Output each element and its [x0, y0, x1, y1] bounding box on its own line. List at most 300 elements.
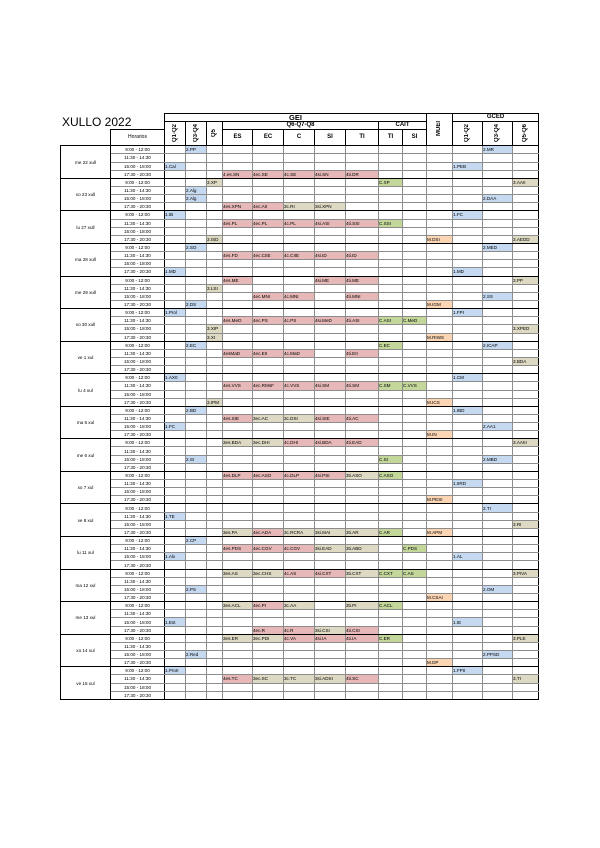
empty-cell: [284, 186, 315, 194]
empty-cell: [186, 203, 207, 211]
empty-cell: [453, 349, 483, 357]
exam-entry: 3ti.AR: [346, 528, 379, 536]
exam-entry: 4si.ID: [315, 252, 346, 260]
corner-blank: [61, 122, 165, 130]
empty-cell: [315, 300, 346, 308]
empty-cell: [253, 276, 284, 284]
exam-entry: 4ti.IA: [346, 634, 379, 642]
empty-cell: [403, 203, 427, 211]
exam-entry: 3ec.CHS: [253, 569, 284, 577]
exam-schedule-table: [60, 113, 539, 700]
empty-cell: [427, 585, 453, 593]
empty-cell: [165, 528, 186, 536]
empty-cell: [207, 227, 223, 235]
empty-cell: [186, 317, 207, 325]
empty-cell: [379, 309, 403, 317]
empty-cell: [403, 162, 427, 170]
empty-cell: [315, 602, 346, 610]
empty-cell: [427, 227, 453, 235]
empty-cell: [513, 504, 539, 512]
time-slot: 17:30 - 20:30: [111, 203, 165, 211]
exam-entry: 4ti.AC: [346, 414, 379, 422]
time-slot: 11:30 - 14:30: [111, 349, 165, 357]
empty-cell: [186, 504, 207, 512]
col-ti: TI: [346, 130, 379, 146]
empty-cell: [223, 512, 253, 520]
empty-cell: [207, 651, 223, 659]
time-slot: 17:30 - 20:30: [111, 170, 165, 178]
empty-cell: [403, 594, 427, 602]
empty-cell: [253, 447, 284, 455]
exam-entry: 3.XPED: [513, 325, 539, 333]
empty-cell: [379, 146, 403, 154]
empty-cell: [253, 366, 284, 374]
empty-cell: [379, 186, 403, 194]
empty-cell: [207, 634, 223, 642]
exam-entry: 4ec.PL: [253, 219, 284, 227]
empty-cell: [346, 447, 379, 455]
empty-cell: [165, 349, 186, 357]
exam-entry: 1.IIRD: [453, 480, 483, 488]
empty-cell: [453, 341, 483, 349]
empty-cell: [513, 618, 539, 626]
exam-entry: 1.Alx: [165, 553, 186, 561]
empty-cell: [453, 537, 483, 545]
empty-cell: [284, 651, 315, 659]
empty-cell: [253, 227, 284, 235]
time-slot: 15:00 - 18:00: [111, 325, 165, 333]
empty-cell: [207, 447, 223, 455]
empty-cell: [207, 602, 223, 610]
empty-cell: [403, 390, 427, 398]
empty-cell: [284, 488, 315, 496]
empty-cell: [513, 651, 539, 659]
empty-cell: [207, 195, 223, 203]
empty-cell: [346, 480, 379, 488]
empty-cell: [403, 398, 427, 406]
empty-cell: [165, 406, 186, 414]
exam-entry: C.CXT: [379, 569, 403, 577]
empty-cell: [403, 537, 427, 545]
empty-cell: [346, 357, 379, 365]
empty-cell: [207, 276, 223, 284]
exam-entry: 2.SO: [186, 243, 207, 251]
exam-entry: 2.MED: [483, 243, 513, 251]
empty-cell: [223, 447, 253, 455]
exam-entry: 4si.PSI: [315, 471, 346, 479]
empty-cell: [346, 195, 379, 203]
empty-cell: [483, 480, 513, 488]
empty-cell: [315, 154, 346, 162]
empty-cell: [513, 496, 539, 504]
empty-cell: [346, 178, 379, 186]
empty-cell: [253, 651, 284, 659]
empty-cell: [223, 504, 253, 512]
empty-cell: [223, 260, 253, 268]
empty-cell: [223, 178, 253, 186]
empty-cell: [165, 219, 186, 227]
empty-cell: [379, 170, 403, 178]
empty-cell: [403, 170, 427, 178]
time-slot: 15:00 - 18:00: [111, 488, 165, 496]
empty-cell: [315, 610, 346, 618]
empty-cell: [315, 309, 346, 317]
empty-cell: [483, 683, 513, 691]
exam-entry: 3ec.AC: [253, 414, 284, 422]
empty-cell: [379, 667, 403, 675]
empty-cell: [453, 577, 483, 585]
exam-entry: 3ti.ABD: [346, 545, 379, 553]
empty-cell: [513, 488, 539, 496]
time-slot: 9:00 - 12:00: [111, 471, 165, 479]
exam-entry: 1.Cal: [165, 162, 186, 170]
empty-cell: [483, 667, 513, 675]
empty-cell: [284, 406, 315, 414]
empty-cell: [403, 284, 427, 292]
exam-entry: 3c.AA: [284, 602, 315, 610]
empty-cell: [453, 561, 483, 569]
time-slot: 9:00 - 12:00: [111, 276, 165, 284]
exam-entry: 4si.ASI: [315, 219, 346, 227]
empty-cell: [207, 537, 223, 545]
empty-cell: [315, 659, 346, 667]
empty-cell: [253, 390, 284, 398]
exam-entry: 4es.TC: [223, 675, 253, 683]
time-slot: 17:30 - 20:30: [111, 431, 165, 439]
exam-entry: 4es.SIE: [223, 414, 253, 422]
empty-cell: [207, 561, 223, 569]
exam-entry: C.ER: [379, 634, 403, 642]
empty-cell: [165, 235, 186, 243]
empty-cell: [453, 569, 483, 577]
empty-cell: [483, 382, 513, 390]
empty-cell: [253, 300, 284, 308]
empty-cell: [403, 260, 427, 268]
empty-cell: [165, 300, 186, 308]
empty-cell: [513, 170, 539, 178]
empty-cell: [315, 585, 346, 593]
empty-cell: [453, 276, 483, 284]
empty-cell: [315, 512, 346, 520]
empty-cell: [186, 292, 207, 300]
exam-entry: 3.PIVA: [513, 569, 539, 577]
empty-cell: [253, 537, 284, 545]
empty-cell: [315, 642, 346, 650]
empty-cell: [513, 691, 539, 699]
empty-cell: [165, 276, 186, 284]
empty-cell: [186, 170, 207, 178]
empty-cell: [284, 268, 315, 276]
empty-cell: [427, 349, 453, 357]
col-si: SI: [315, 130, 346, 146]
empty-cell: [346, 162, 379, 170]
empty-cell: [186, 423, 207, 431]
col-gei-q1q2: Q1-Q2: [165, 122, 186, 146]
exam-entry: 4c.PS: [284, 317, 315, 325]
empty-cell: [165, 398, 186, 406]
empty-cell: [453, 243, 483, 251]
empty-cell: [253, 504, 284, 512]
day-label: me 29 xull: [61, 276, 111, 309]
empty-cell: [403, 561, 427, 569]
empty-cell: [284, 431, 315, 439]
empty-cell: [253, 374, 284, 382]
exam-entry: 3.XIP: [207, 325, 223, 333]
empty-cell: [186, 357, 207, 365]
empty-cell: [346, 463, 379, 471]
empty-cell: [315, 366, 346, 374]
empty-cell: [483, 374, 513, 382]
empty-cell: [186, 659, 207, 667]
empty-cell: [379, 357, 403, 365]
exam-entry: M.APM: [427, 528, 453, 536]
empty-cell: [483, 162, 513, 170]
empty-cell: [284, 512, 315, 520]
empty-cell: [513, 577, 539, 585]
empty-cell: [403, 374, 427, 382]
empty-cell: [253, 309, 284, 317]
empty-cell: [346, 268, 379, 276]
empty-cell: [513, 341, 539, 349]
empty-cell: [186, 390, 207, 398]
empty-cell: [165, 569, 186, 577]
empty-cell: [483, 561, 513, 569]
empty-cell: [253, 618, 284, 626]
empty-cell: [483, 594, 513, 602]
exam-entry: 4si.CXT: [315, 569, 346, 577]
exam-entry: C.SI: [379, 455, 403, 463]
empty-cell: [513, 414, 539, 422]
empty-cell: [253, 480, 284, 488]
empty-cell: [315, 480, 346, 488]
empty-cell: [207, 390, 223, 398]
empty-cell: [379, 683, 403, 691]
empty-cell: [284, 594, 315, 602]
empty-cell: [165, 626, 186, 634]
empty-cell: [207, 382, 223, 390]
empty-cell: [207, 211, 223, 219]
empty-cell: [483, 219, 513, 227]
empty-cell: [403, 618, 427, 626]
empty-cell: [453, 545, 483, 553]
exam-entry: 3es.BDA: [223, 439, 253, 447]
empty-cell: [186, 528, 207, 536]
col-gced-q1q2: Q1-Q2: [453, 122, 483, 146]
empty-cell: [346, 406, 379, 414]
empty-cell: [186, 227, 207, 235]
exam-entry: 2.SS: [483, 292, 513, 300]
empty-cell: [165, 243, 186, 251]
empty-cell: [315, 390, 346, 398]
empty-cell: [513, 463, 539, 471]
empty-cell: [207, 154, 223, 162]
empty-cell: [165, 504, 186, 512]
exam-entry: 4ec.PS: [253, 317, 284, 325]
empty-cell: [223, 292, 253, 300]
time-slot: 9:00 - 12:00: [111, 309, 165, 317]
empty-cell: [453, 626, 483, 634]
exam-entry: 3.AAII: [513, 178, 539, 186]
empty-cell: [186, 309, 207, 317]
empty-cell: [186, 235, 207, 243]
empty-cell: [453, 227, 483, 235]
empty-cell: [453, 651, 483, 659]
empty-cell: [483, 268, 513, 276]
exam-entry: 2.SI: [186, 455, 207, 463]
exam-entry: 3.TI: [513, 675, 539, 683]
empty-cell: [483, 634, 513, 642]
exam-entry: 2.PPSD: [483, 651, 513, 659]
empty-cell: [379, 374, 403, 382]
time-slot: 15:00 - 18:00: [111, 260, 165, 268]
exam-entry: 4si.SIE: [315, 414, 346, 422]
empty-cell: [453, 300, 483, 308]
time-slot: 11:30 - 14:30: [111, 512, 165, 520]
empty-cell: [315, 341, 346, 349]
exam-entry: 3si.ADSI: [315, 675, 346, 683]
empty-cell: [253, 553, 284, 561]
empty-cell: [513, 447, 539, 455]
empty-cell: [453, 504, 483, 512]
empty-cell: [207, 618, 223, 626]
empty-cell: [207, 423, 223, 431]
empty-cell: [513, 146, 539, 154]
time-slot: 17:30 - 20:30: [111, 333, 165, 341]
exam-entry: 2.MBD: [483, 455, 513, 463]
empty-cell: [427, 439, 453, 447]
empty-cell: [165, 366, 186, 374]
empty-cell: [207, 414, 223, 422]
exam-entry: 2.DS: [186, 300, 207, 308]
empty-cell: [379, 520, 403, 528]
exam-entry: 2.DAA: [483, 195, 513, 203]
empty-cell: [403, 504, 427, 512]
exam-entry: 2.MR: [483, 146, 513, 154]
col-es: ES: [223, 130, 253, 146]
empty-cell: [403, 675, 427, 683]
empty-cell: [207, 594, 223, 602]
empty-cell: [379, 594, 403, 602]
empty-cell: [427, 577, 453, 585]
empty-cell: [453, 585, 483, 593]
empty-cell: [483, 284, 513, 292]
empty-cell: [165, 675, 186, 683]
empty-cell: [207, 170, 223, 178]
empty-cell: [284, 423, 315, 431]
time-slot: 15:00 - 18:00: [111, 553, 165, 561]
empty-cell: [186, 691, 207, 699]
empty-cell: [207, 520, 223, 528]
empty-cell: [315, 211, 346, 219]
time-slot: 11:30 - 14:30: [111, 545, 165, 553]
empty-cell: [223, 651, 253, 659]
empty-cell: [165, 170, 186, 178]
empty-cell: [403, 553, 427, 561]
empty-cell: [513, 642, 539, 650]
empty-cell: [207, 455, 223, 463]
time-slot: 11:30 - 14:30: [111, 284, 165, 292]
empty-cell: [207, 252, 223, 260]
empty-cell: [223, 366, 253, 374]
empty-cell: [284, 683, 315, 691]
empty-cell: [186, 162, 207, 170]
empty-cell: [165, 659, 186, 667]
empty-cell: [403, 431, 427, 439]
exam-entry: 4c.MaD: [284, 349, 315, 357]
empty-cell: [483, 260, 513, 268]
empty-cell: [513, 553, 539, 561]
exam-entry: 3.XI: [207, 333, 223, 341]
empty-cell: [207, 577, 223, 585]
empty-cell: [513, 512, 539, 520]
exam-entry: 1.IE: [453, 618, 483, 626]
empty-cell: [207, 569, 223, 577]
empty-cell: [427, 545, 453, 553]
empty-cell: [253, 488, 284, 496]
exam-entry: 4c.DHI: [284, 439, 315, 447]
empty-cell: [379, 300, 403, 308]
empty-cell: [346, 211, 379, 219]
empty-cell: [379, 235, 403, 243]
empty-cell: [379, 691, 403, 699]
empty-cell: [483, 317, 513, 325]
day-label: me 6 xul: [61, 439, 111, 472]
exam-entry: C.SM: [379, 382, 403, 390]
empty-cell: [186, 618, 207, 626]
empty-cell: [253, 406, 284, 414]
empty-cell: [284, 276, 315, 284]
empty-cell: [186, 268, 207, 276]
empty-cell: [403, 642, 427, 650]
empty-cell: [513, 455, 539, 463]
exam-entry: 4si.BDA: [315, 439, 346, 447]
exam-entry: 4ti.DR: [346, 170, 379, 178]
empty-cell: [346, 683, 379, 691]
time-slot: 11:30 - 14:30: [111, 154, 165, 162]
empty-cell: [483, 406, 513, 414]
empty-cell: [427, 520, 453, 528]
empty-cell: [453, 333, 483, 341]
empty-cell: [453, 154, 483, 162]
col-gced-q3q4: Q3-Q4: [483, 122, 513, 146]
empty-cell: [427, 683, 453, 691]
empty-cell: [346, 561, 379, 569]
empty-cell: [223, 537, 253, 545]
empty-cell: [379, 439, 403, 447]
exam-entry: 4ti.ASI: [346, 317, 379, 325]
empty-cell: [315, 284, 346, 292]
empty-cell: [284, 227, 315, 235]
empty-cell: [427, 284, 453, 292]
empty-cell: [207, 292, 223, 300]
empty-cell: [207, 268, 223, 276]
empty-cell: [403, 366, 427, 374]
empty-cell: [513, 480, 539, 488]
empty-cell: [403, 471, 427, 479]
day-label: ve 15 xul: [61, 667, 111, 700]
empty-cell: [403, 243, 427, 251]
day-label: lu 11 xul: [61, 537, 111, 570]
empty-cell: [513, 333, 539, 341]
empty-cell: [513, 260, 539, 268]
empty-cell: [346, 186, 379, 194]
empty-cell: [453, 252, 483, 260]
empty-cell: [207, 667, 223, 675]
empty-cell: [453, 642, 483, 650]
empty-cell: [427, 602, 453, 610]
exam-entry: 4ti.ME: [346, 276, 379, 284]
empty-cell: [253, 357, 284, 365]
